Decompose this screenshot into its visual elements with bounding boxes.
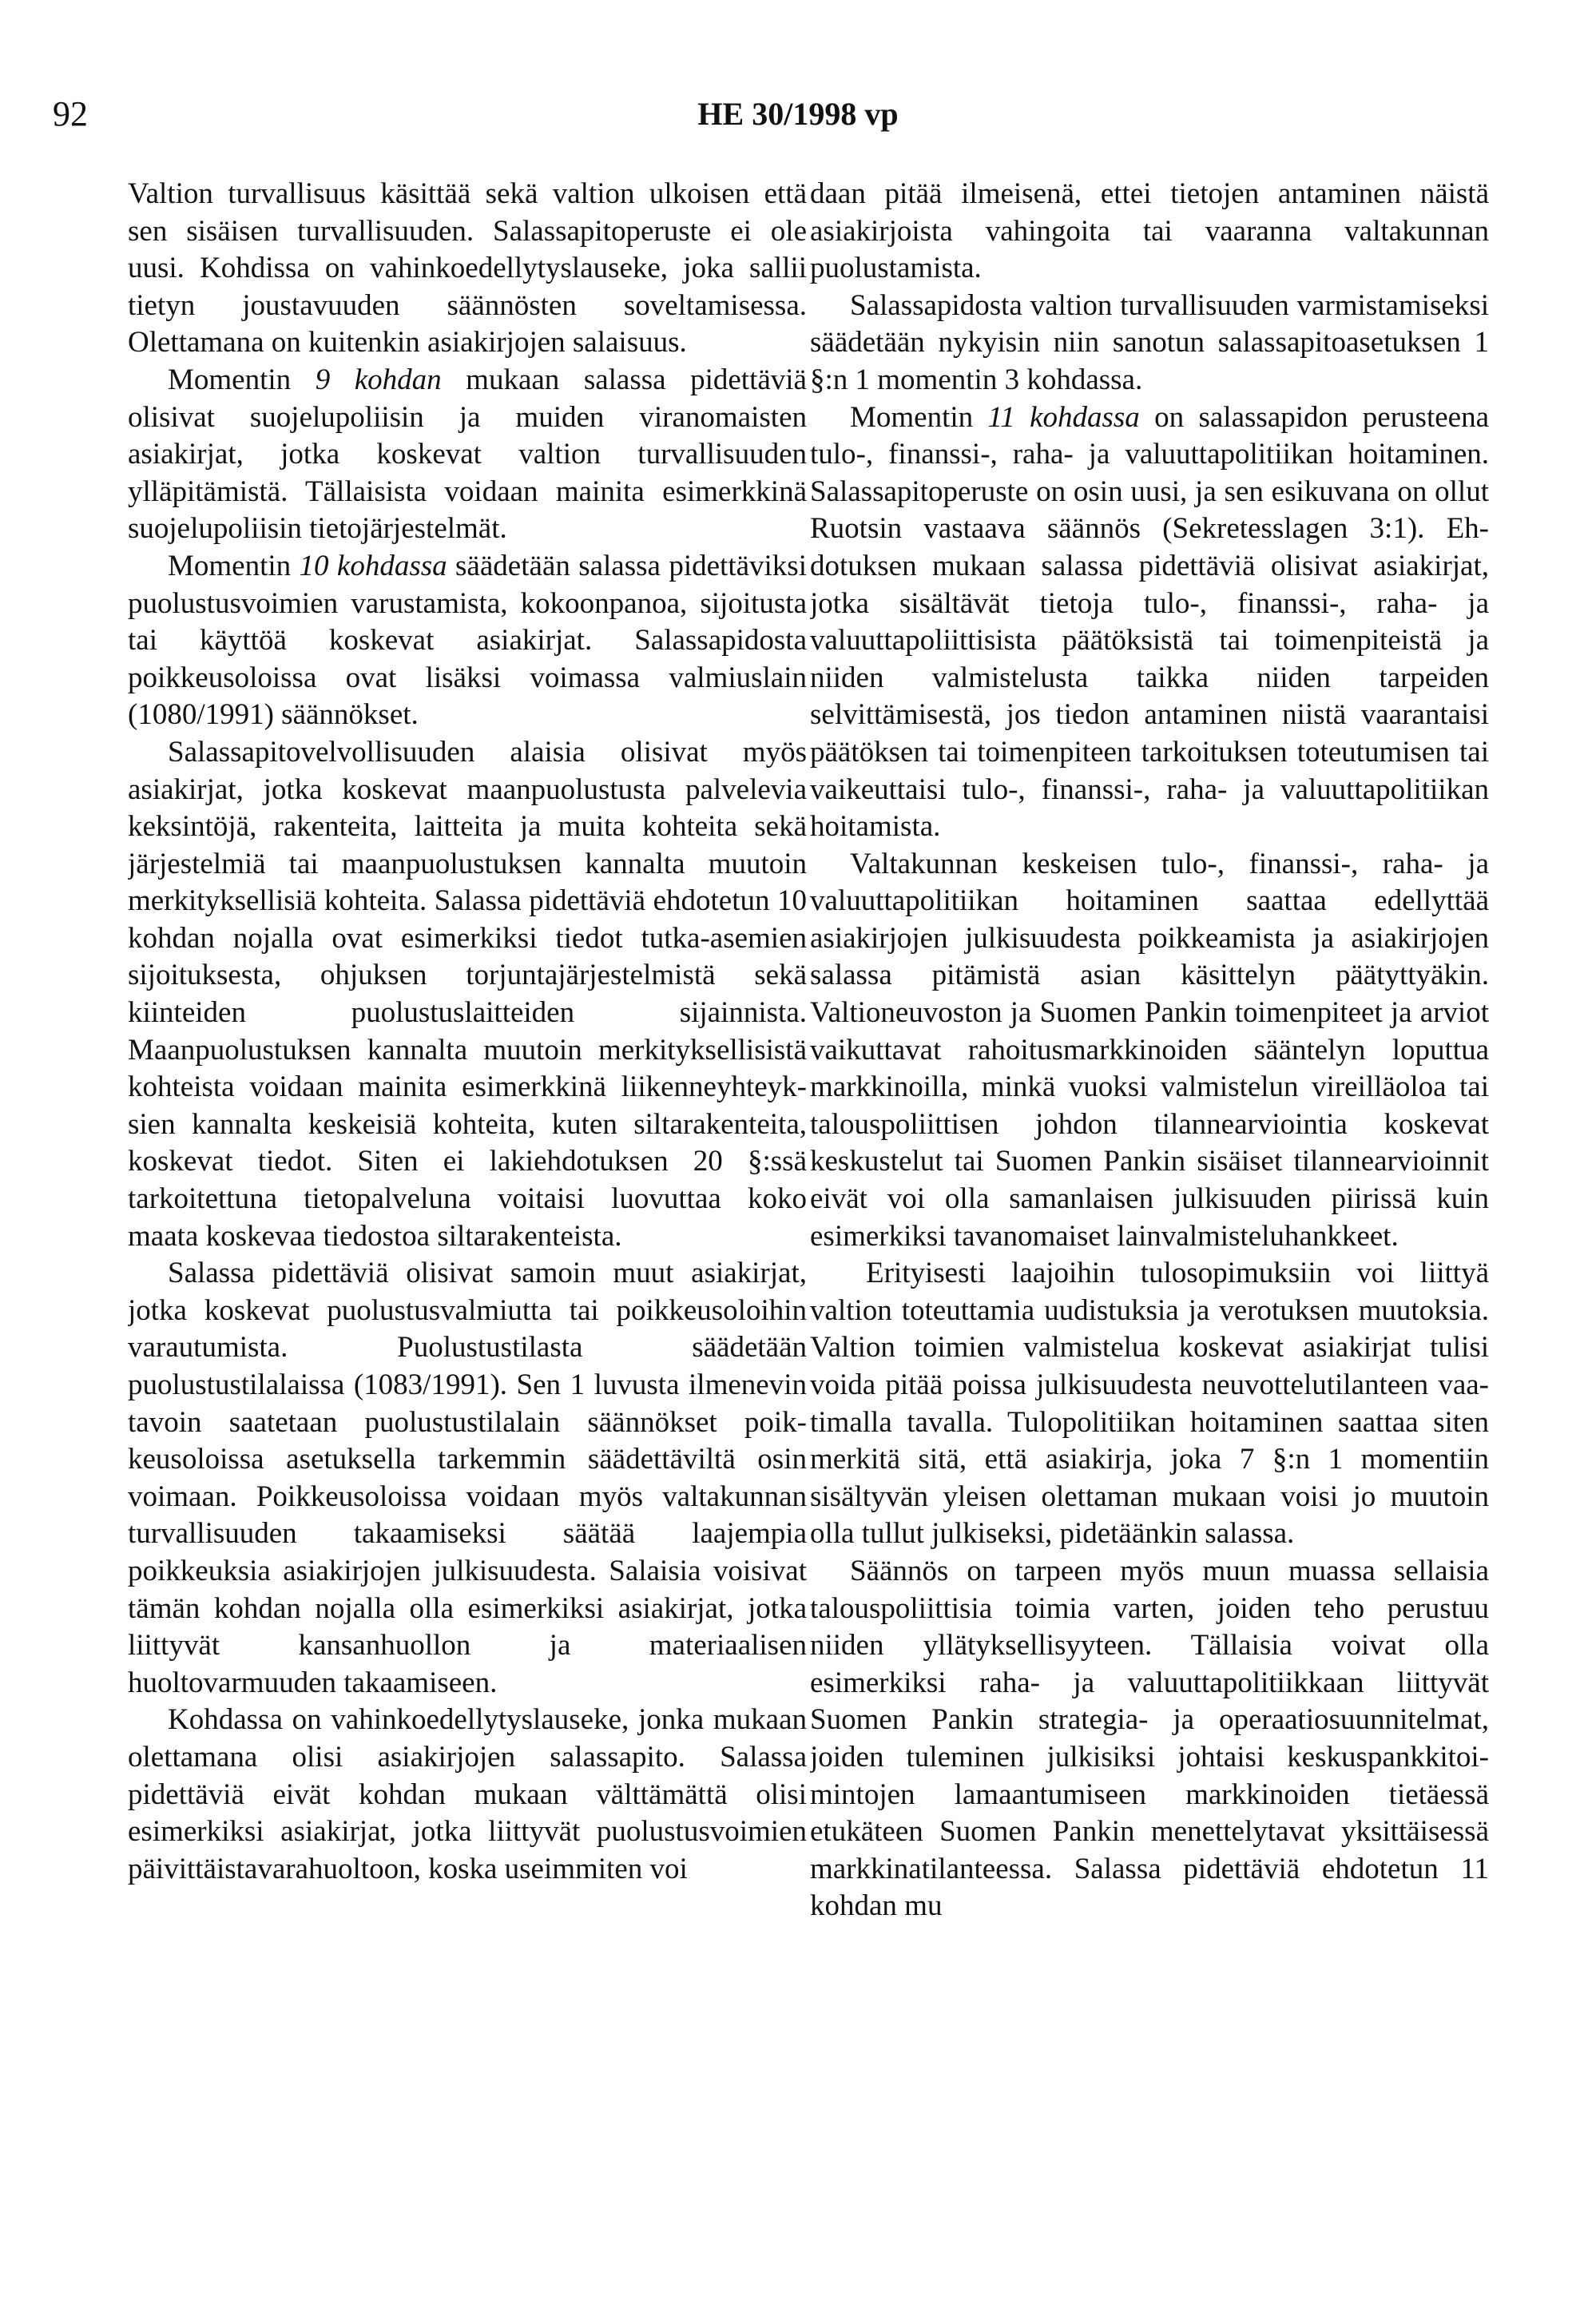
right-column <box>810 176 1489 2237</box>
page-number: 92 <box>53 94 88 133</box>
paragraph: Salassa pidettäviä olisivat samoin muut asiakirjat, jotka koskevat puolustusvalmiutta tai poikkeusoloihin varautumista. Puolustustilasta säädetään puolustustilalaissa (1083/1991). Sen 1 luvusta ilmenevin tavoin saatetaan puolustustilalain säännökset poikkeusoloissa asetuksella tarkemmin säädettäviltä osin voimaan. Poikkeusoloissa voidaan myös valtakunnan turvallisuuden takaamiseksi säätää laajempia poikkeuksia asiakirjojen julkisuudesta. Salaisia voisivat tämän kohdan nojalla olla esimerkiksi asiakirjat, jotka liittyvät kansanhuollon ja materiaalisen huoltovarmuuden takaamiseen. <box>128 1257 807 1699</box>
paragraph: daan pitää ilmeisenä, ettei tietojen antaminen näistä asiakirjoista vahingoita tai vaaranna valtakunnan puolustamista. <box>810 177 1489 285</box>
running-head: HE 30/1998 vp <box>697 96 899 132</box>
paragraph: Momentin 9 kohdan mukaan salassa pidettäviä olisivat suojelupoliisin ja muiden viranomaisten asiakirjat, jotka koskevat valtion turvallisuuden ylläpitämistä. Tällaisista voidaan mainita esimerkkinä suojelupoliisin tietojärjestelmät. <box>128 363 807 546</box>
paragraph: Erityisesti laajoihin tulosopimuksiin voi liittyä valtion toteuttamia uudistuksia ja verotuksen muutoksia. Valtion toimien valmistelua koskevat asiakirjat tulisi voida pitää poissa julkisuudesta neuvottelutilanteen vaatimalla tavalla. Tulopolitiikan hoitaminen saattaa siten merkitä sitä, että asiakirja, joka 7 §:n 1 momentiin sisältyvän yleisen olettaman mukaan voisi jo muutoin olla tullut julkiseksi, pidetäänkin salassa. <box>810 1257 1489 1551</box>
paragraph: Valtion turvallisuus käsittää sekä valtion ulkoisen että sen sisäisen turvallisuuden. Salassapitoperuste ei ole uusi. Kohdissa on vahinkoedellytyslauseke, joka sallii tietyn joustavuuden säännösten soveltamisessa. Olettamana on kuitenkin asiakirjojen salaisuus. <box>128 177 807 360</box>
paragraph: Valtakunnan keskeisen tulo-, finanssi-, raha- ja valuuttapolitiikan hoitaminen saattaa edellyttää asiakirjojen julkisuudesta poikkeamista ja asiakirjojen salassa pitämistä asian käsittelyn päätyttyäkin. Valtioneuvoston ja Suomen Pankin toimenpiteet ja arviot vaikuttavat rahoitusmarkkinoiden sääntelyn loputtua markkinoilla, minkä vuoksi valmistelun vireilläoloa tai talouspoliittisen johdon tilannearviointia koskevat keskustelut tai Suomen Pankin sisäiset tilannearvioinnit eivät voi olla samanlaisen julkisuuden piirissä kuin esimerkiksi tavanomaiset lainvalmisteluhankkeet. <box>810 847 1489 1253</box>
paragraph: Kohdassa on vahinkoedellytyslauseke, jonka mukaan olettamana olisi asiakirjojen salassapito. Salassa pidettäviä eivät kohdan mukaan välttämättä olisi esimerkiksi asiakirjat, jotka liittyvät puolustusvoimien päivittäistavarahuoltoon, koska useimmiten voi <box>128 1703 807 1885</box>
paragraph: Momentin 10 kohdassa säädetään salassa pidettäviksi puolustusvoimien varustamista, kokoonpanoa, sijoitusta tai käyttöä koskevat asiakirjat. Salassapidosta poikkeusoloissa ovat lisäksi voimassa valmiuslain (1080/1991) säännökset. <box>128 549 807 732</box>
paragraph: Säännös on tarpeen myös muun muassa sellaisia talouspoliittisia toimia varten, joiden teho perustuu niiden yllätyksellisyyteen. Tällaisia voivat olla esimerkiksi raha- ja valuuttapolitiikkaan liittyvät Suomen Pankin strategia- ja operaatiosuunnitelmat, joiden tuleminen julkisiksi johtaisi keskuspankkitoimintojen lamaantumiseen markkinoiden tietäessä etukäteen Suomen Pankin menettelytavat yksittäisessä markkinatilanteessa. Salassa pidettäviä ehdotetun 11 kohdan mu <box>810 1554 1489 1923</box>
paragraph: Salassapidosta valtion turvallisuuden varmistamiseksi säädetään nykyisin niin sanotun salassapitoasetuksen 1 §:n 1 momentin 3 kohdassa. <box>810 288 1489 396</box>
paragraph: Salassapitovelvollisuuden alaisia olisivat myös asiakirjat, jotka koskevat maanpuolustusta palvelevia keksintöjä, rakenteita, laitteita ja muita kohteita sekä järjestelmiä tai maanpuolustuksen kannalta muutoin merkityksellisiä kohteita. Salassa pidettäviä ehdotetun 10 kohdan nojalla ovat esimerkiksi tiedot tutka-asemien sijoituksesta, ohjuksen torjuntajärjestelmistä sekä kiinteiden puolustuslaitteiden sijainnista. Maanpuolustuksen kannalta muutoin merkityksellisistä kohteista voidaan mainita esimerkkinä liikenneyhteyksien kannalta keskeisiä kohteita, kuten siltarakenteita, koskevat tiedot. Siten ei lakiehdotuksen 20 §:ssä tarkoitettuna tietopalveluna voitaisi luovuttaa koko maata koskevaa tiedostoa siltarakenteista. <box>128 735 807 1253</box>
left-column <box>128 176 807 2237</box>
paragraph: Momentin 11 kohdassa on salassapidon perusteena tulo-, finanssi-, raha- ja valuuttapolitiikan hoitaminen. Salassapitoperuste on osin uusi, ja sen esikuvana on ollut Ruotsin vastaava säännös (Sekretesslagen 3:1). Ehdotuksen mukaan salassa pidettäviä olisivat asiakirjat, jotka sisältävät tietoja tulo-, finanssi-, raha- ja valuuttapoliittisista päätöksistä tai toimenpiteistä ja niiden valmistelusta taikka niiden tarpeiden selvittämisestä, jos tiedon antaminen niistä vaarantaisi päätöksen tai toimenpiteen tarkoituksen toteutumisen tai vaikeuttaisi tulo-, finanssi-, raha- ja valuuttapolitiikan hoitamista. <box>810 400 1489 844</box>
